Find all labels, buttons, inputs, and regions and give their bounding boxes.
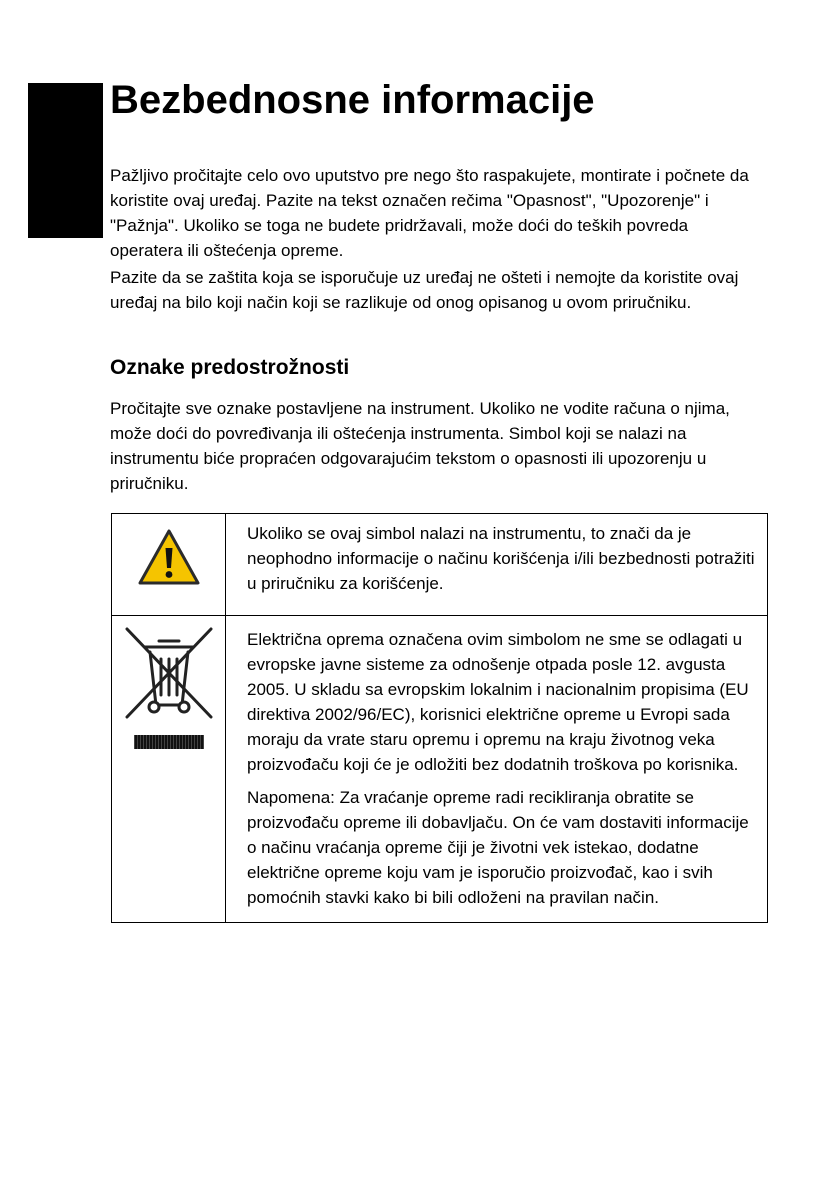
warning-triangle-icon [137,528,201,586]
symbol-table-row [112,514,768,616]
section-heading: Oznake predostrožnosti [110,356,350,379]
page-title: Bezbednosne informacije [110,78,595,122]
symbol-icon-cell [112,514,226,616]
section-paragraph: Pročitajte sve oznake postavljene na instrument. Ukoliko ne vodite računa o njima, može doći do povređivanja ili oštećenja instrumenta. Simbol koji se nalazi na instrumentu biće propraćen odgovarajućim tekstom o opasnosti ili upozorenju u priručniku. [110,399,730,493]
symbol-table [111,513,768,923]
symbol-description-cell [226,514,768,616]
weee-bar-icon [134,735,204,749]
weee-note-text: Napomena: Za vraćanje opreme radi recikliranja obratite se proizvođaču opreme ili dobavljaču. On će vam dostaviti informacije o načinu vraćanja opreme čiji je životni vek istekao, dodatne električne opreme koju vam je isporučio proizvođač, kao i svih pomoćnih stavki kako bi bili odloženi na pravilan način. [247,788,749,907]
intro-paragraph-2: Pazite da se zaštita koja se isporučuje uz uređaj ne ošteti i nemojte da koristite ovaj uređaj na bilo koji način koji se razlikuje od onog opisanog u ovom priručniku. [110,268,739,312]
symbol-table-row [112,616,768,923]
weee-symbol-text: Električna oprema označena ovim simbolom ne sme se odlagati u evropske javne sisteme za odnošenje otpada posle 12. avgusta 2005. U skladu sa evropskim lokalnim i nacionalnim propisima (EU direktiva 2002/96/EC), korisnici električne opreme u Evropi sada moraju da vrate staru opremu i opremu na kraju životnog veka proizvođaču koji će je odložiti bez dodatnih troškova po korisnika. [247,630,749,774]
weee-crossed-bin-icon [123,625,215,721]
symbol-description-cell [226,616,768,923]
warning-symbol-text: Ukoliko se ovaj simbol nalazi na instrumentu, to znači da je neophodno informacije o načinu korišćenja i/ili bezbednosti potražiti u priručniku za korišćenje. [247,524,755,593]
intro-paragraph-1: Pažljivo pročitajte celo ovo uputstvo pre nego što raspakujete, montirate i počnete da koristite ovaj uređaj. Pazite na tekst označen rečima "Opasnost", "Upozorenje" i "Pažnja". Ukoliko se toga ne budete pridržavali, može doći do teških povreda operatera ili oštećenja opreme. [110,166,749,260]
symbol-icon-cell [112,616,226,923]
language-side-tab [28,83,103,238]
